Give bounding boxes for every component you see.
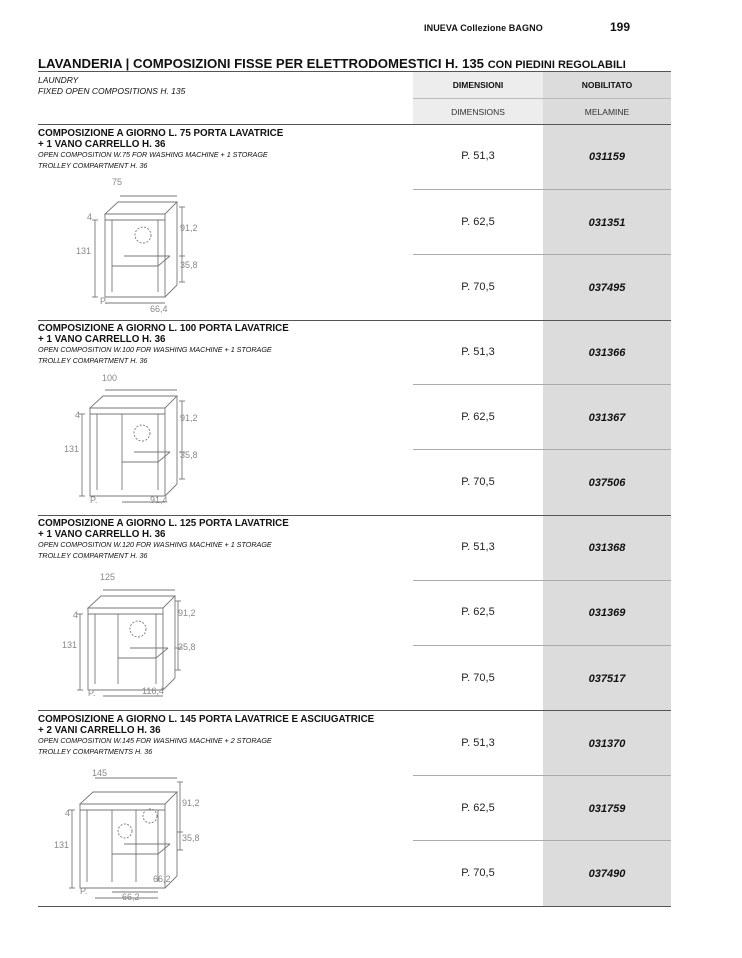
section-en-line2: TROLLEY COMPARTMENT H. 36 [38, 550, 148, 560]
section-en-line2: TROLLEY COMPARTMENTS H. 36 [38, 746, 153, 756]
dim-height: 131 [64, 444, 80, 454]
section-en-line1: OPEN COMPOSITION W.75 FOR WASHING MACHINE + 1 STORAGE [38, 150, 268, 159]
dim-inner: 91,4 [150, 495, 168, 505]
dim-inner: 66,2 [153, 874, 171, 884]
dim-upper: 91,2 [180, 413, 198, 423]
dim-upper: 91,2 [182, 798, 200, 808]
row-code: 031759 [588, 803, 626, 815]
dim-height: 131 [54, 840, 70, 850]
row-divider [413, 449, 671, 450]
dim-top: 4 [73, 610, 79, 620]
dim-top: 4 [87, 212, 93, 222]
dim-upper: 91,2 [180, 223, 198, 233]
row-code: 031370 [588, 738, 626, 750]
section-title-en [38, 345, 272, 366]
dim-top: 4 [65, 808, 71, 818]
row-code: 037495 [588, 282, 626, 294]
row-dimension: P. 70,5 [461, 867, 495, 879]
row-dimension: P. 51,3 [461, 737, 495, 749]
row-code: 031351 [588, 217, 626, 229]
dim-lower: 35,8 [180, 260, 198, 270]
dim-inner: 66,4 [150, 304, 168, 314]
cabinet-drawing-145 [50, 758, 220, 906]
column-subheader-finish: MELAMINE [543, 99, 671, 124]
section-title-line2: + 2 VANI CARRELLO H. 36 [38, 724, 161, 736]
row-dimension: P. 70,5 [461, 672, 495, 684]
section-title-line1: COMPOSIZIONE A GIORNO L. 100 PORTA LAVATRICE [38, 323, 289, 334]
cabinet-drawing-75 [60, 172, 220, 317]
bottom-rule [38, 906, 671, 907]
row-dimension: P. 70,5 [461, 281, 495, 293]
row-divider [413, 384, 671, 385]
row-code: 031366 [588, 347, 626, 359]
section-title-line1: COMPOSIZIONE A GIORNO L. 125 PORTA LAVATRICE [38, 518, 289, 529]
dim-inner-2: 66,2 [122, 892, 140, 902]
row-divider [413, 840, 671, 841]
column-subheader-dimensions: DIMENSIONS [413, 99, 543, 124]
column-header-dimensions: DIMENSIONI [413, 72, 543, 98]
dim-width: 100 [102, 373, 118, 383]
dim-depth: P. [80, 886, 88, 896]
row-code: 037506 [588, 477, 626, 489]
row-divider [413, 645, 671, 646]
row-dimension: P. 70,5 [461, 476, 495, 488]
section-title [38, 324, 289, 345]
dim-width: 75 [112, 177, 123, 187]
dim-lower: 35,8 [178, 642, 196, 652]
subtitle-en [38, 75, 185, 97]
dim-depth: P. [90, 495, 98, 505]
section-en-line2: TROLLEY COMPARTMENT H. 36 [38, 355, 148, 365]
section-title-line2: + 1 VANO CARRELLO H. 36 [38, 528, 166, 540]
subtitle-en-line1: LAUNDRY [38, 75, 79, 85]
dim-height: 131 [62, 640, 78, 650]
section-en-line1: OPEN COMPOSITION W.100 FOR WASHING MACHINE + 1 STORAGE [38, 345, 272, 354]
row-divider [413, 580, 671, 581]
section-title-line1: COMPOSIZIONE A GIORNO L. 75 PORTA LAVATRICE [38, 128, 284, 139]
row-dimension: P. 62,5 [461, 216, 495, 228]
section-title-line2: + 1 VANO CARRELLO H. 36 [38, 333, 166, 345]
row-divider [413, 189, 671, 190]
section-divider [38, 124, 671, 125]
row-dimension: P. 51,3 [461, 346, 495, 358]
page-number: 199 [610, 20, 631, 34]
dim-width: 145 [92, 768, 108, 778]
section-title-en [38, 540, 272, 561]
subtitle-en-line2: FIXED OPEN COMPOSITIONS H. 135 [38, 86, 186, 96]
page-title-main: LAVANDERIA | COMPOSIZIONI FISSE PER ELETTRODOMESTICI H. 135 [38, 56, 485, 71]
row-code: 037490 [588, 868, 626, 880]
cabinet-drawing-125 [58, 562, 218, 707]
row-code: 031368 [588, 542, 626, 554]
row-code: 037517 [588, 673, 626, 685]
cabinet-drawing-100 [60, 366, 220, 511]
section-divider [38, 515, 671, 516]
row-dimension: P. 62,5 [461, 606, 495, 618]
catalog-brand: INUEVA Collezione BAGNO [424, 23, 543, 33]
row-code: 031367 [588, 412, 626, 424]
column-header-finish: NOBILITATO [543, 72, 671, 98]
section-divider [38, 710, 671, 711]
row-code: 031369 [588, 607, 626, 619]
dim-lower: 35,8 [180, 450, 198, 460]
dim-depth: P. [88, 688, 96, 698]
row-code: 031159 [589, 151, 625, 163]
row-dimension: P. 62,5 [461, 411, 495, 423]
dim-lower: 35,8 [182, 833, 200, 843]
row-divider [413, 254, 671, 255]
row-dimension: P. 62,5 [461, 802, 495, 814]
row-dimension: P. 51,3 [461, 150, 495, 162]
section-title-en [38, 150, 268, 171]
section-title [38, 129, 283, 150]
dim-height: 131 [76, 246, 92, 256]
section-en-line1: OPEN COMPOSITION W.120 FOR WASHING MACHINE + 1 STORAGE [38, 540, 272, 549]
dim-depth: P. [100, 296, 108, 306]
section-title-line2: + 1 VANO CARRELLO H. 36 [38, 138, 166, 150]
section-divider [38, 320, 671, 321]
section-title-line1: COMPOSIZIONE A GIORNO L. 145 PORTA LAVATRICE E ASCIUGATRICE [38, 714, 375, 725]
dim-top: 4 [75, 410, 81, 420]
dim-inner: 116,4 [142, 686, 164, 696]
section-title-en [38, 736, 272, 757]
section-title [38, 519, 289, 540]
row-dimension: P. 51,3 [461, 541, 495, 553]
page-title [38, 56, 626, 71]
row-divider [413, 775, 671, 776]
section-en-line2: TROLLEY COMPARTMENT H. 36 [38, 160, 148, 170]
page-title-sub: CON PIEDINI REGOLABILI [487, 59, 626, 71]
dim-width: 125 [100, 572, 116, 582]
section-title [38, 715, 374, 736]
section-en-line1: OPEN COMPOSITION W.145 FOR WASHING MACHINE + 2 STORAGE [38, 736, 272, 745]
dim-upper: 91,2 [178, 608, 196, 618]
